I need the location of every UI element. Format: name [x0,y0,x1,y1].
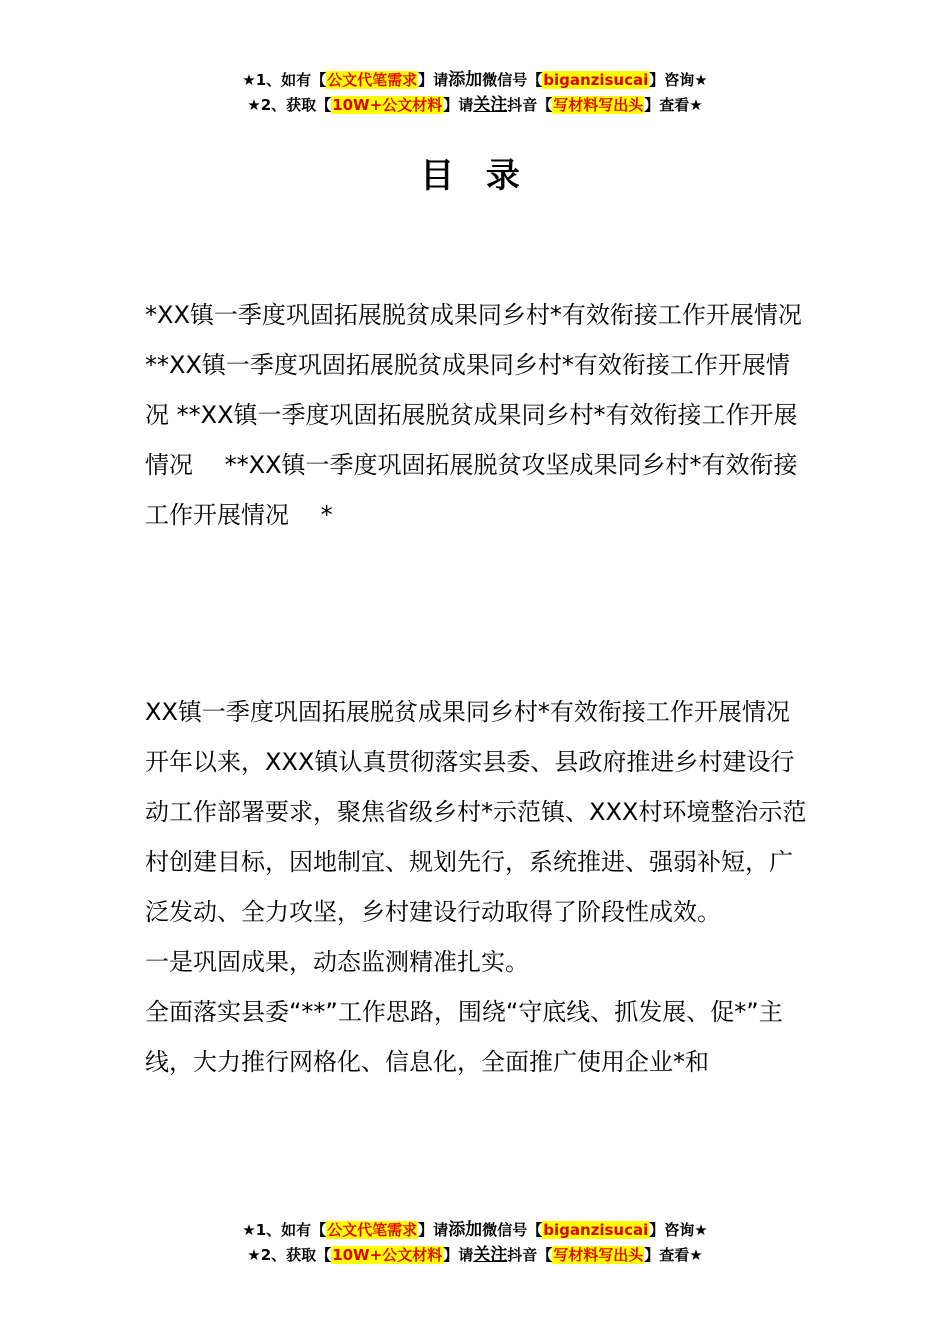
article-body [145,687,810,1087]
toc-text[interactable]: *XX镇一季度巩固拓展脱贫成果同乡村*有效衔接工作开展情况 **XX镇一季度巩固拓展脱贫成果同乡村*有效衔接工作开展情况 **XX镇一季度巩固拓展脱贫成果同乡村*有效衔接工作开展情况 **XX镇一季度巩固拓展脱贫攻坚成果同乡村*有效衔接工作开展情况 * [145,301,826,529]
banner-line-1: ★1、如有【公文代笔需求】请添加微信号【biganzisucai】咨询★ [242,1220,708,1240]
page-title: 目 录 [420,156,530,196]
highlight-douyin-account: 写材料写出头 [553,1246,644,1264]
article-heading: XX镇一季度巩固拓展脱贫成果同乡村*有效衔接工作开展情况 [145,698,790,726]
highlight-materials: 10W+公文材料 [332,96,443,114]
header-banner [0,68,950,118]
article-paragraph: 全面落实县委“**”工作思路，围绕“守底线、抓发展、促*”主线，大力推行网格化、信息化，全面推广使用企业*和 [145,998,783,1076]
table-of-contents [145,290,826,540]
article-paragraph: 开年以来，XXX镇认真贯彻落实县委、县政府推进乡村建设行动工作部署要求，聚焦省级乡村*示范镇、XXX村环境整治示范村创建目标，因地制宜、规划先行，系统推进、强弱补短，广泛发动、全力攻坚，乡村建设行动取得了阶段性成效。 [145,748,807,926]
highlight-service: 公文代笔需求 [327,1221,418,1239]
highlight-materials: 10W+公文材料 [332,1246,443,1264]
highlight-douyin-account: 写材料写出头 [553,96,644,114]
footer-banner [0,1218,950,1268]
banner-line-1: ★1、如有【公文代笔需求】请添加微信号【biganzisucai】咨询★ [242,70,708,90]
highlight-wechat-id: biganzisucai [543,1221,649,1239]
banner-line-2: ★2、获取【10W+公文材料】请关注抖音【写材料写出头】查看★ [247,1245,703,1265]
article-paragraph: 一是巩固成果，动态监测精准扎实。 [145,948,529,976]
highlight-service: 公文代笔需求 [327,71,418,89]
highlight-wechat-id: biganzisucai [543,71,649,89]
banner-line-2: ★2、获取【10W+公文材料】请关注抖音【写材料写出头】查看★ [247,95,703,115]
